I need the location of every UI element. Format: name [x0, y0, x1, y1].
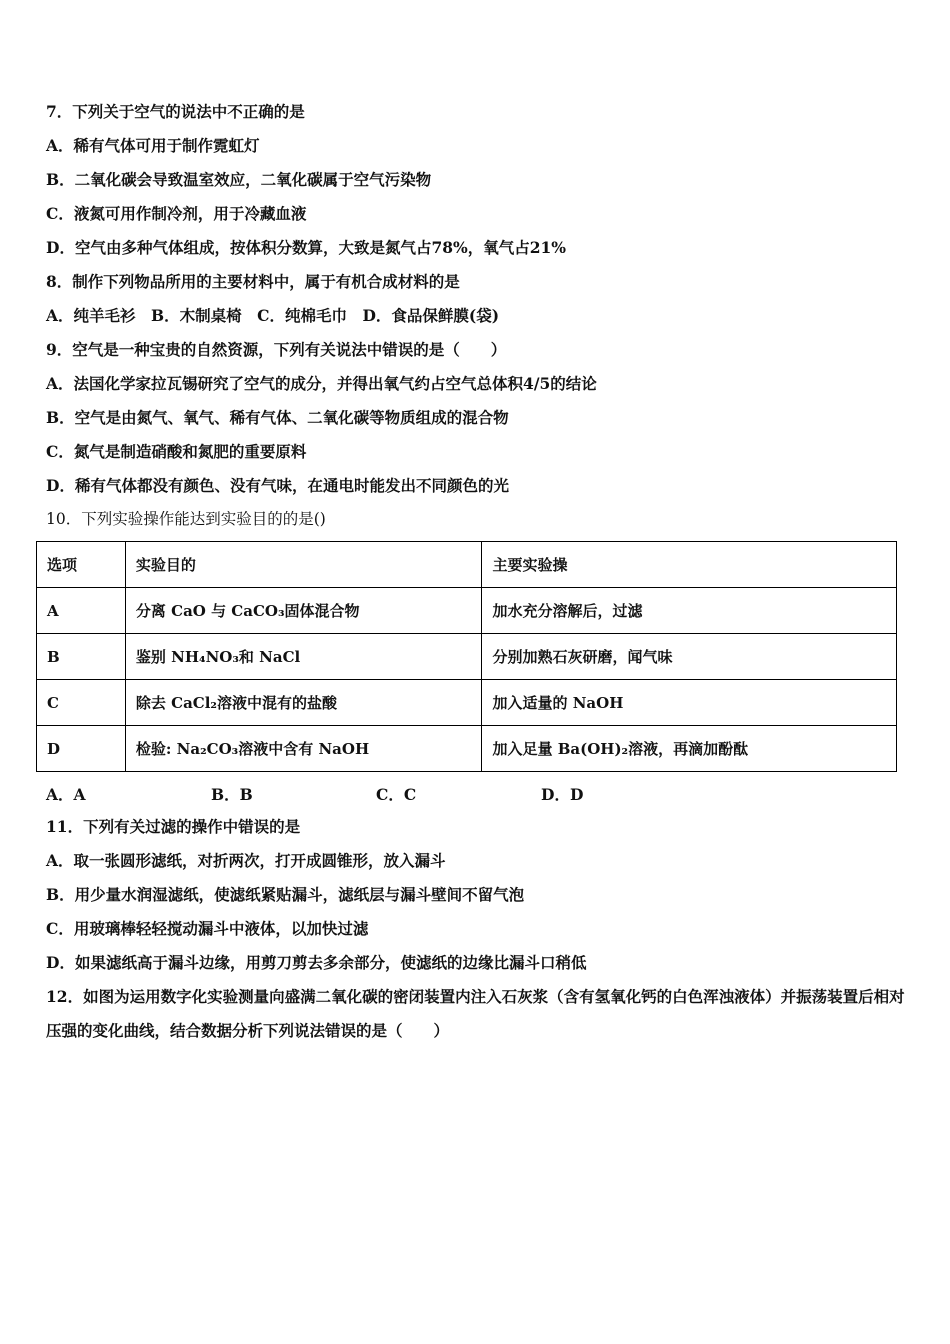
- q10-stem: 10．下列实验操作能达到实验目的的是(): [46, 510, 326, 528]
- q11-stem: 11．下列有关过滤的操作中错误的是: [46, 817, 301, 836]
- table-cell-purpose: 分离 CaO 与 CaCO₃固体混合物: [125, 588, 482, 634]
- table-row: [37, 634, 897, 680]
- q11-option-c: C．用玻璃棒轻轻搅动漏斗中液体，以加快过滤: [46, 919, 369, 938]
- table-cell-operation: 分别加熟石灰研磨，闻气味: [482, 634, 897, 680]
- table-row: [37, 588, 897, 634]
- table-cell-purpose: 除去 CaCl₂溶液中混有的盐酸: [125, 680, 482, 726]
- table-cell-option: D: [37, 726, 126, 772]
- table-header-cell: 实验目的: [125, 542, 482, 588]
- experiment-table: [36, 541, 897, 772]
- table-cell-option: A: [37, 588, 126, 634]
- table-header-cell: 主要实验操: [482, 542, 897, 588]
- table-cell-operation: 加入足量 Ba(OH)₂溶液，再滴加酚酞: [482, 726, 897, 772]
- q7-option-c: C．液氮可用作制冷剂，用于冷藏血液: [46, 204, 307, 223]
- table-cell-operation: 加水充分溶解后，过滤: [482, 588, 897, 634]
- q7-option-a: A．稀有气体可用于制作霓虹灯: [46, 136, 260, 155]
- table-cell-purpose: 鉴别 NH₄NO₃和 NaCl: [125, 634, 482, 680]
- q10-answer-b: B．B: [211, 785, 253, 804]
- table-cell-purpose: 检验: Na₂CO₃溶液中含有 NaOH: [125, 726, 482, 772]
- q7-option-b: B．二氧化碳会导致温室效应，二氧化碳属于空气污染物: [46, 170, 432, 189]
- table-header-row: [37, 542, 897, 588]
- q8-options: A．纯羊毛衫 B．木制桌椅 C．纯棉毛巾 D．食品保鲜膜(袋): [46, 306, 500, 325]
- q11-option-a: A．取一张圆形滤纸，对折两次，打开成圆锥形，放入漏斗: [46, 851, 446, 870]
- table-cell-option: C: [37, 680, 126, 726]
- table-row: [37, 680, 897, 726]
- table-row: [37, 726, 897, 772]
- q7-stem: 7．下列关于空气的说法中不正确的是: [46, 102, 305, 121]
- q9-stem: 9．空气是一种宝贵的自然资源，下列有关说法中错误的是（ ）: [46, 340, 507, 359]
- q10-answer-a: A．A: [46, 785, 86, 804]
- q7-option-d: D．空气由多种气体组成，按体积分数算，大致是氮气占78%，氧气占21%: [46, 238, 567, 257]
- q11-option-d: D．如果滤纸高于漏斗边缘，用剪刀剪去多余部分，使滤纸的边缘比漏斗口稍低: [46, 953, 587, 972]
- table-cell-option: B: [37, 634, 126, 680]
- table-header-cell: 选项: [37, 542, 126, 588]
- q10-answer-options: [46, 783, 706, 805]
- q8-stem: 8．制作下列物品所用的主要材料中，属于有机合成材料的是: [46, 272, 460, 291]
- q12-stem: 12．如图为运用数字化实验测量向盛满二氧化碳的密闭装置内注入石灰浆（含有氢氧化钙的白色浑浊液体）并振荡装置后相对压强的变化曲线，结合数据分析下列说法错误的是（ ）: [46, 987, 905, 1040]
- q11-option-b: B．用少量水润湿滤纸，使滤纸紧贴漏斗，滤纸层与漏斗壁间不留气泡: [46, 885, 525, 904]
- q9-option-c: C．氮气是制造硝酸和氮肥的重要原料: [46, 442, 307, 461]
- q9-option-b: B．空气是由氮气、氧气、稀有气体、二氧化碳等物质组成的混合物: [46, 408, 509, 427]
- table-cell-operation: 加入适量的 NaOH: [482, 680, 897, 726]
- q9-option-a: A．法国化学家拉瓦锡研究了空气的成分，并得出氧气约占空气总体积4/5的结论: [46, 374, 597, 393]
- q9-option-d: D．稀有气体都没有颜色、没有气味，在通电时能发出不同颜色的光: [46, 476, 509, 495]
- q10-answer-d: D．D: [541, 785, 584, 804]
- q10-answer-c: C．C: [376, 785, 417, 804]
